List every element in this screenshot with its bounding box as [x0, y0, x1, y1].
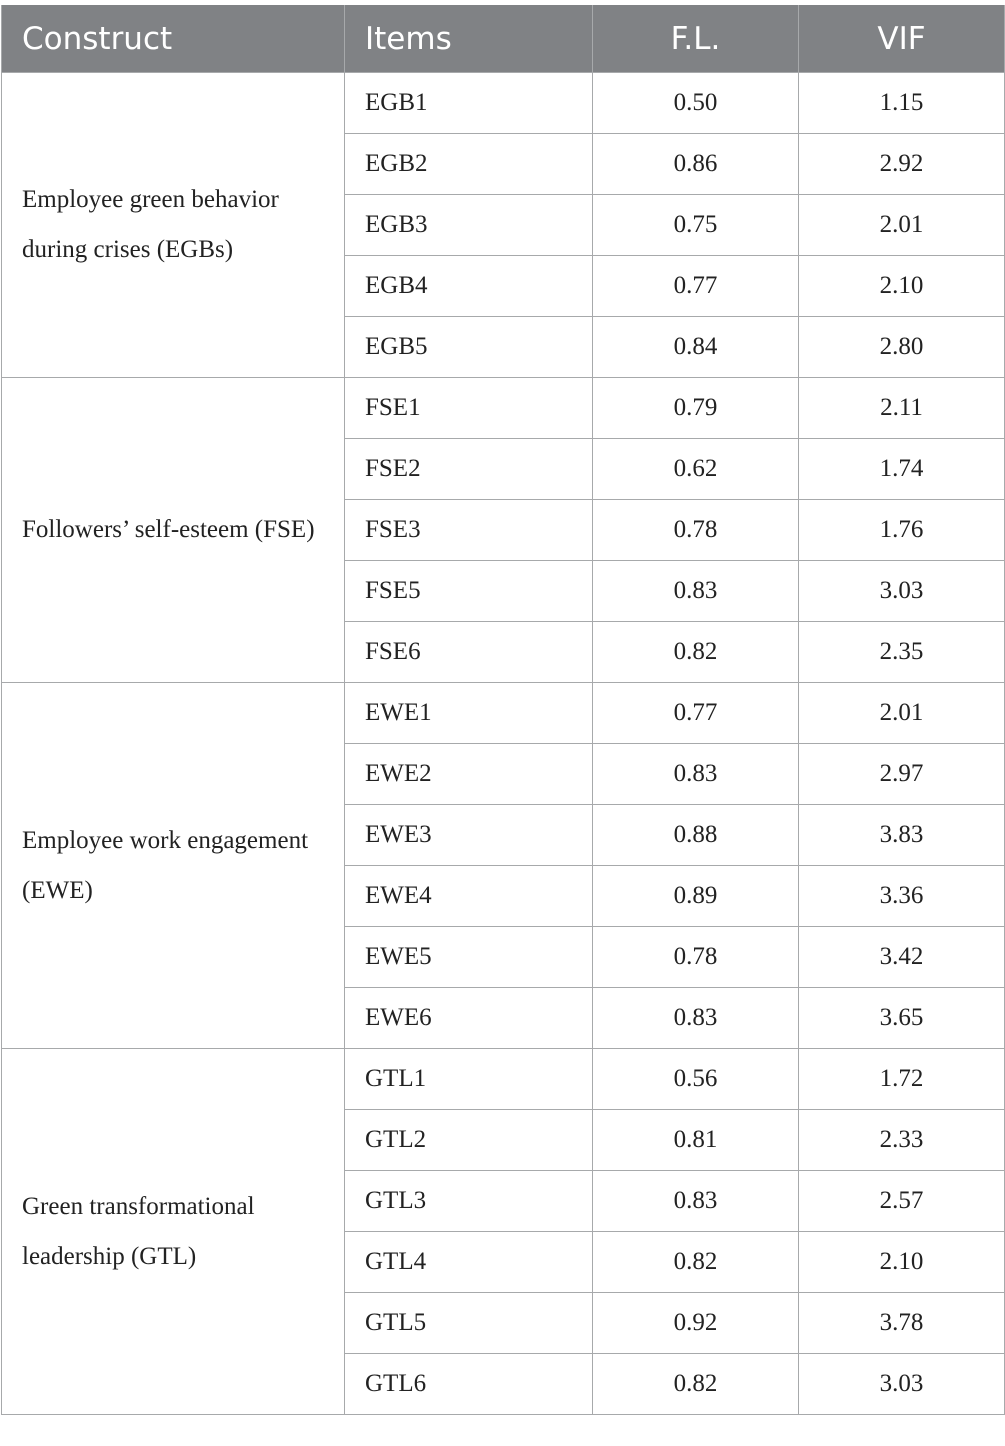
fl-cell: 0.82: [593, 1354, 799, 1415]
item-cell: GTL2: [345, 1110, 593, 1171]
vif-cell: 2.97: [799, 744, 1005, 805]
table-row: [2, 1049, 1005, 1110]
fl-cell: 0.62: [593, 439, 799, 500]
vif-cell: 3.36: [799, 866, 1005, 927]
header-items: Items: [345, 5, 593, 73]
vif-cell: 2.01: [799, 683, 1005, 744]
vif-cell: 3.03: [799, 1354, 1005, 1415]
item-cell: EGB5: [345, 317, 593, 378]
item-cell: EWE3: [345, 805, 593, 866]
item-cell: FSE1: [345, 378, 593, 439]
item-cell: GTL3: [345, 1171, 593, 1232]
item-cell: GTL1: [345, 1049, 593, 1110]
table-row: [2, 683, 1005, 744]
header-construct: Construct: [2, 5, 345, 73]
fl-cell: 0.56: [593, 1049, 799, 1110]
item-cell: EWE5: [345, 927, 593, 988]
construct-cell: Employee green behavior during crises (EGBs): [2, 73, 345, 378]
fl-cell: 0.84: [593, 317, 799, 378]
item-cell: EWE1: [345, 683, 593, 744]
fl-cell: 0.50: [593, 73, 799, 134]
item-cell: EGB3: [345, 195, 593, 256]
fl-cell: 0.83: [593, 988, 799, 1049]
fl-cell: 0.89: [593, 866, 799, 927]
vif-cell: 2.10: [799, 256, 1005, 317]
vif-cell: 3.65: [799, 988, 1005, 1049]
fl-cell: 0.78: [593, 500, 799, 561]
fl-cell: 0.78: [593, 927, 799, 988]
vif-cell: 1.74: [799, 439, 1005, 500]
fl-cell: 0.77: [593, 256, 799, 317]
fl-cell: 0.83: [593, 744, 799, 805]
table-row: [2, 73, 1005, 134]
fl-cell: 0.83: [593, 1171, 799, 1232]
vif-cell: 2.33: [799, 1110, 1005, 1171]
vif-cell: 3.03: [799, 561, 1005, 622]
item-cell: GTL4: [345, 1232, 593, 1293]
header-vif: VIF: [799, 5, 1005, 73]
vif-cell: 2.92: [799, 134, 1005, 195]
vif-cell: 3.78: [799, 1293, 1005, 1354]
fl-cell: 0.81: [593, 1110, 799, 1171]
fl-cell: 0.82: [593, 622, 799, 683]
vif-cell: 2.11: [799, 378, 1005, 439]
item-cell: GTL5: [345, 1293, 593, 1354]
table-body: [2, 73, 1005, 1415]
fl-cell: 0.86: [593, 134, 799, 195]
construct-cell: Employee work engagement (EWE): [2, 683, 345, 1049]
vif-cell: 2.35: [799, 622, 1005, 683]
item-cell: EWE4: [345, 866, 593, 927]
vif-cell: 1.15: [799, 73, 1005, 134]
fl-cell: 0.83: [593, 561, 799, 622]
vif-cell: 1.76: [799, 500, 1005, 561]
fl-cell: 0.77: [593, 683, 799, 744]
header-row: [2, 5, 1005, 73]
vif-cell: 2.57: [799, 1171, 1005, 1232]
fl-cell: 0.79: [593, 378, 799, 439]
construct-cell: Followers’ self-esteem (FSE): [2, 378, 345, 683]
item-cell: EGB4: [345, 256, 593, 317]
item-cell: EGB1: [345, 73, 593, 134]
table-row: [2, 378, 1005, 439]
fl-cell: 0.75: [593, 195, 799, 256]
fl-cell: 0.82: [593, 1232, 799, 1293]
vif-cell: 3.83: [799, 805, 1005, 866]
construct-cell: Green transformational leadership (GTL): [2, 1049, 345, 1415]
item-cell: EGB2: [345, 134, 593, 195]
item-cell: EWE2: [345, 744, 593, 805]
header-fl: F.L.: [593, 5, 799, 73]
item-cell: EWE6: [345, 988, 593, 1049]
vif-cell: 2.80: [799, 317, 1005, 378]
vif-cell: 2.01: [799, 195, 1005, 256]
fl-cell: 0.88: [593, 805, 799, 866]
fl-cell: 0.92: [593, 1293, 799, 1354]
item-cell: FSE6: [345, 622, 593, 683]
vif-cell: 1.72: [799, 1049, 1005, 1110]
item-cell: GTL6: [345, 1354, 593, 1415]
item-cell: FSE5: [345, 561, 593, 622]
loadings-table: [1, 5, 1005, 1415]
vif-cell: 2.10: [799, 1232, 1005, 1293]
vif-cell: 3.42: [799, 927, 1005, 988]
item-cell: FSE3: [345, 500, 593, 561]
item-cell: FSE2: [345, 439, 593, 500]
